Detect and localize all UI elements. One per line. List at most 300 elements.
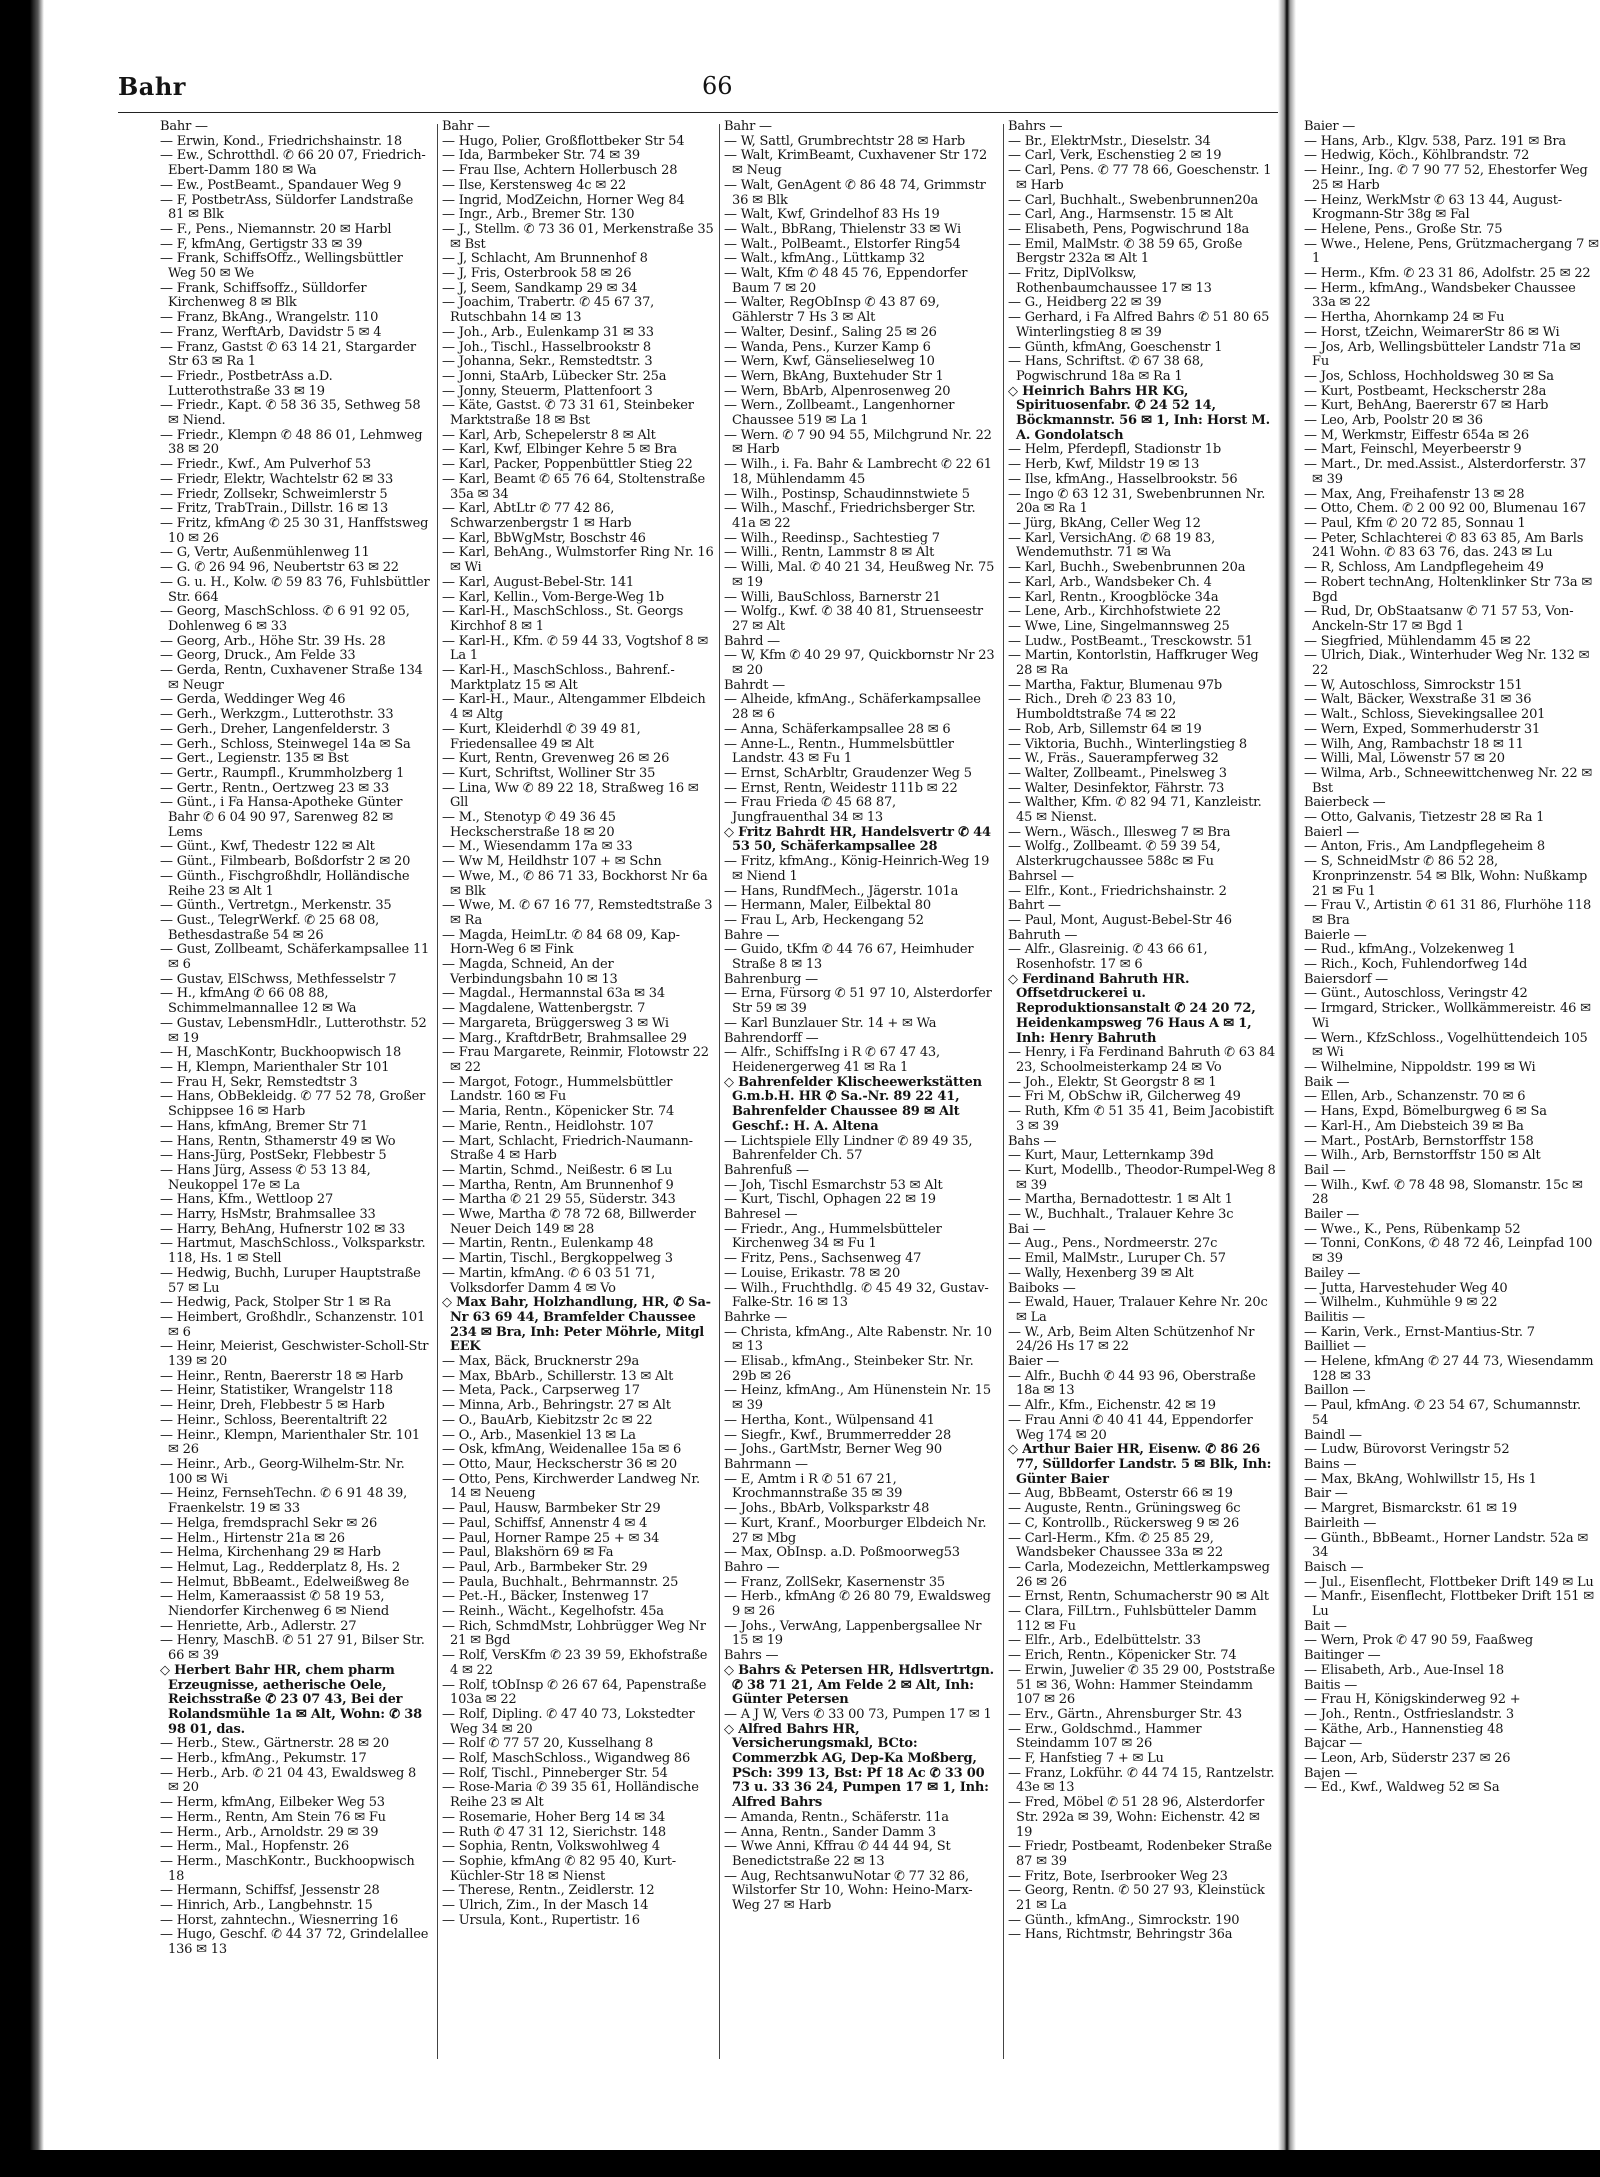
surname-heading: Bahrd — bbox=[724, 633, 780, 649]
directory-entry: — Erw., Goldschmd., Hammer Steindamm 107 ✉ 26 bbox=[1008, 1721, 1202, 1752]
directory-entry: — Karl, AbtLtr ✆ 77 42 86, Schwarzenbergstr 1 ✉ Harb bbox=[442, 501, 632, 531]
directory-entry: — Herm., Mal., Hopfenstr. 26 bbox=[160, 1839, 349, 1855]
surname-heading: Baitis — bbox=[1304, 1677, 1358, 1693]
directory-entry: — Wilhelm., Kuhmühle 9 ✉ 22 bbox=[1304, 1295, 1498, 1311]
surname-heading: Baiboks — bbox=[1008, 1280, 1076, 1296]
directory-entry: — Günt., Autoschloss, Veringstr 42 bbox=[1304, 986, 1528, 1002]
directory-entry: — Rolf ✆ 77 57 20, Kusselhang 8 bbox=[442, 1736, 654, 1752]
directory-entry: — Joh, Tischl Esmarchstr 53 ✉ Alt bbox=[724, 1177, 943, 1193]
directory-entry: — Maria, Rentn., Köpenicker Str. 74 bbox=[442, 1104, 675, 1120]
directory-entry: — Anne-L., Rentn., Hummelsbüttler Landstr. 43 ✉ Fu 1 bbox=[724, 736, 954, 767]
directory-entry: — Gustav, ElSchwss, Methfesselstr 7 bbox=[160, 971, 397, 987]
directory-entry: — Helm, Pferdepfl, Stadionstr 1b bbox=[1008, 442, 1221, 458]
directory-entry: — W, Sattl, Grumbrechtstr 28 ✉ Harb bbox=[724, 133, 965, 149]
directory-entry: — Margot, Fotogr., Hummelsbüttler Landstr. 160 ✉ Fu bbox=[442, 1074, 673, 1105]
directory-entry: — Karl, Kwf, Elbinger Kehre 5 ✉ Bra bbox=[442, 442, 677, 458]
directory-entry: — Paul, Mont, August-Bebel-Str 46 bbox=[1008, 912, 1232, 928]
surname-heading: Bail — bbox=[1304, 1162, 1346, 1178]
directory-entry: — Hans, ObBekleidg. ✆ 77 52 78, Großer Schippsee 16 ✉ Harb bbox=[160, 1089, 426, 1120]
surname-heading: Bahrenburg — bbox=[724, 971, 818, 987]
directory-entry: — Irmgard, Stricker., Wollkämmereistr. 46 ✉ Wi bbox=[1304, 1001, 1591, 1031]
surname-heading: Bahr — bbox=[724, 120, 772, 134]
directory-entry: — Ingrid, ModZeichn, Horner Weg 84 bbox=[442, 192, 685, 208]
directory-entry: — Reinh., Wächt., Kegelhofstr. 45a bbox=[442, 1604, 664, 1620]
directory-entry: — Erich, Rentn., Köpenicker Str. 74 bbox=[1008, 1648, 1237, 1664]
directory-entry: — Wilh., Reedinsp., Sachtestieg 7 bbox=[724, 530, 940, 546]
directory-column-1 bbox=[160, 120, 430, 2065]
directory-entry: — Heinr, Statistiker, Wrangelstr 118 bbox=[160, 1383, 393, 1399]
directory-entry: — Hugo, Polier, Großflottbeker Str 54 bbox=[442, 133, 685, 149]
directory-entry: — Walt., PolBeamt., Elstorfer Ring54 bbox=[724, 236, 961, 252]
directory-column-4 bbox=[1008, 120, 1276, 2065]
directory-entry: — Rich., Koch, Fuhlendorfweg 14d bbox=[1304, 957, 1528, 973]
directory-entry: — Karl Bunzlauer Str. 14 + ✉ Wa bbox=[724, 1015, 937, 1031]
directory-entry: — Leon, Arb, Süderstr 237 ✉ 26 bbox=[1304, 1751, 1511, 1767]
directory-entry: — Hedwig, Buchh, Luruper Hauptstraße 57 ✉ Lu bbox=[160, 1265, 421, 1296]
directory-entry: — Martha, Bernadottestr. 1 ✉ Alt 1 bbox=[1008, 1192, 1233, 1208]
directory-entry: — Lichtspiele Elly Lindner ✆ 89 49 35, Bahrenfelder Ch. 57 bbox=[724, 1133, 973, 1164]
directory-entry: — Ruth ✆ 47 31 12, Sierichstr. 148 bbox=[442, 1824, 666, 1840]
directory-entry: — Kurt, Modellb., Theodor-Rumpel-Weg 8 ✉ 39 bbox=[1008, 1162, 1276, 1193]
directory-entry: — Auguste, Rentn., Grüningsweg 6c bbox=[1008, 1501, 1241, 1517]
surname-heading: Baiersdorf — bbox=[1304, 971, 1388, 987]
directory-entry: — Wwe, M. ✆ 67 16 77, Remstedtstraße 3 ✉ Ra bbox=[442, 898, 713, 928]
directory-entry: — Mart., PostArb, Bernstorffstr 158 bbox=[1304, 1133, 1534, 1149]
surname-heading: Bahrs — bbox=[1008, 120, 1063, 134]
directory-entry: — Walt, Kwf, Grindelhof 83 Hs 19 bbox=[724, 207, 940, 223]
column-divider bbox=[1003, 124, 1004, 2059]
directory-entry: — Aug, RechtsanwuNotar ✆ 77 32 86, Wilstorfer Str 10, Wohn: Heino-Marx-Weg 27 ✉ Harb bbox=[724, 1868, 973, 1914]
directory-entry: — G. ✆ 26 94 96, Neubertstr 63 ✉ 22 bbox=[160, 560, 399, 576]
directory-entry: — Rich., Dreh ✆ 23 83 10, Humboldtstraße 74 ✉ 22 bbox=[1008, 692, 1177, 723]
directory-entry: — Gerh., Dreher, Langenfelderstr. 3 bbox=[160, 721, 390, 737]
directory-entry: — Wanda, Pens., Kurzer Kamp 6 bbox=[724, 339, 931, 355]
column-divider bbox=[437, 124, 438, 2059]
directory-entry: — Carl, Verk, Eschenstieg 2 ✉ 19 bbox=[1008, 148, 1222, 164]
directory-entry: — Friedr, Elektr, Wachtelstr 62 ✉ 33 bbox=[160, 471, 394, 487]
directory-entry: — Herm, kfmAng, Eilbeker Weg 53 bbox=[160, 1795, 385, 1811]
directory-entry: — Frank, Schiffsoffz., Sülldorfer Kirchenweg 8 ✉ Blk bbox=[160, 280, 367, 311]
directory-entry: — Helma, Kirchenhang 29 ✉ Harb bbox=[160, 1545, 381, 1561]
directory-entry: — Carl, Pens. ✆ 77 78 66, Goeschenstr. 1 ✉ Harb bbox=[1008, 163, 1272, 193]
directory-entry: — Günt., i Fa Hansa-Apotheke Günter Bahr ✆ 6 04 90 97, Sarenweg 82 ✉ Lems bbox=[160, 795, 403, 840]
directory-entry: — C, Kontrollb., Rückersweg 9 ✉ 26 bbox=[1008, 1515, 1240, 1531]
surname-heading: Bahrsel — bbox=[1008, 868, 1074, 884]
directory-entry: — Margareta, Brüggersweg 3 ✉ Wi bbox=[442, 1015, 669, 1031]
directory-entry: — Ewald, Hauer, Tralauer Kehre Nr. 20c ✉ La bbox=[1008, 1295, 1268, 1325]
directory-entry: — Walt., BbRang, Thielenstr 33 ✉ Wi bbox=[724, 221, 961, 237]
directory-entry: — Elisabeth, Pens, Pogwischrund 18a bbox=[1008, 221, 1250, 237]
directory-entry: — Emil, MalMstr., Luruper Ch. 57 bbox=[1008, 1251, 1226, 1267]
directory-entry: — Walt, Kfm ✆ 48 45 76, Eppendorfer Baum 7 ✉ 20 bbox=[724, 266, 968, 296]
directory-entry: — Frau H, Königskinderweg 92 + bbox=[1304, 1692, 1521, 1708]
directory-entry: — Anton, Fris., Am Landpflegeheim 8 bbox=[1304, 839, 1545, 855]
directory-entry: — W., Arb, Beim Alten Schützenhof Nr 24/26 Hs 17 ✉ 22 bbox=[1008, 1324, 1255, 1355]
directory-entry: — Rolf, tObInsp ✆ 26 67 64, Papenstraße 103a ✉ 22 bbox=[442, 1677, 707, 1708]
directory-entry: — Gert., Legienstr. 135 ✉ Bst bbox=[160, 751, 349, 767]
directory-entry: — Wwe, Line, Singelmannsweg 25 bbox=[1008, 618, 1230, 634]
directory-entry: — O., BauArb, Kiebitzstr 2c ✉ 22 bbox=[442, 1412, 653, 1428]
directory-entry: — Erna, Fürsorg ✆ 51 97 10, Alsterdorfer Str 59 ✉ 39 bbox=[724, 986, 992, 1017]
directory-entry: — F., Pens., Niemannstr. 20 ✉ Harbl bbox=[160, 221, 392, 237]
directory-entry: — Wern, BkAng, Buxtehuder Str 1 bbox=[724, 368, 944, 384]
directory-entry: — Helm., Hirtenstr 21a ✉ 26 bbox=[160, 1530, 345, 1546]
directory-entry: — Ellen, Arb., Schanzenstr. 70 ✉ 6 bbox=[1304, 1089, 1526, 1105]
directory-entry: — Wwe, Martha ✆ 78 72 68, Billwerder Neuer Deich 149 ✉ 28 bbox=[442, 1207, 696, 1237]
directory-entry: — Ew., Schrotthdl. ✆ 66 20 07, Friedrich-Ebert-Damm 180 ✉ Wa bbox=[160, 148, 426, 179]
directory-entry: — Hinrich, Arb., Langbehnstr. 15 bbox=[160, 1898, 373, 1914]
directory-entry: — Magda, Schneid, An der Verbindungsbahn 10 ✉ 13 bbox=[442, 957, 618, 987]
directory-entry: — Ew., PostBeamt., Spandauer Weg 9 bbox=[160, 177, 402, 193]
directory-entry: — Wern, Prok ✆ 47 90 59, Faaßweg bbox=[1304, 1633, 1534, 1649]
surname-heading: Bai — bbox=[1008, 1221, 1046, 1237]
directory-entry: — H, Klempn, Marienthaler Str 101 bbox=[160, 1060, 390, 1075]
directory-entry: — F, Hanfstieg 7 + ✉ Lu bbox=[1008, 1751, 1164, 1767]
directory-entry: — Ursula, Kont., Rupertistr. 16 bbox=[442, 1912, 640, 1928]
directory-column-3 bbox=[724, 120, 996, 2065]
surname-heading: Bahre — bbox=[724, 927, 780, 943]
directory-entry: — Herb., Stew., Gärtnerstr. 28 ✉ 20 bbox=[160, 1736, 389, 1752]
directory-entry: — Franz, WerftArb, Davidstr 5 ✉ 4 bbox=[160, 324, 382, 340]
directory-entry: — A J W, Vers ✆ 33 00 73, Pumpen 17 ✉ 1 bbox=[724, 1706, 992, 1722]
directory-entry: — Ingo ✆ 63 12 31, Swebenbrunnen Nr. 20a ✉ Ra 1 bbox=[1008, 486, 1266, 517]
directory-entry: — Hedwig, Pack, Stolper Str 1 ✉ Ra bbox=[160, 1295, 392, 1311]
directory-entry: — Otto, Chem. ✆ 2 00 92 00, Blumenau 167 bbox=[1304, 501, 1587, 517]
directory-entry: — Ww M, Heildhstr 107 + ✉ Schn bbox=[442, 854, 662, 870]
directory-entry: — Heinr., Arb., Georg-Wilhelm-Str. Nr. 100 ✉ Wi bbox=[160, 1456, 405, 1487]
directory-entry: — Karl, VersichAng. ✆ 68 19 83, Wendemuthstr. 71 ✉ Wa bbox=[1008, 530, 1216, 561]
directory-entry: — Herm., Arb., Arnoldstr. 29 ✉ 39 bbox=[160, 1824, 379, 1840]
surname-heading: Baierbeck — bbox=[1304, 795, 1386, 811]
directory-entry: — J, Schlacht, Am Brunnenhof 8 bbox=[442, 251, 648, 267]
surname-heading: Baierl — bbox=[1304, 824, 1360, 840]
directory-entry: — Lina, Ww ✆ 89 22 18, Straßweg 16 ✉ Gll bbox=[442, 780, 699, 811]
directory-entry: — Heinr., Klempn, Marienthaler Str. 101 ✉ 26 bbox=[160, 1427, 420, 1458]
directory-entry: — Jürg, BkAng, Celler Weg 12 bbox=[1008, 515, 1201, 531]
directory-entry: ◇ Ferdinand Bahruth HR. Offsetdruckerei u. Reproduktionsanstalt ✆ 24 20 72, Heidenkampsweg 76 Haus A ✉ 1, Inh: Henry Bahruth bbox=[1008, 971, 1256, 1046]
directory-entry: — Wern., Wäsch., Illesweg 7 ✉ Bra bbox=[1008, 824, 1231, 840]
directory-entry: — Fritz, DiplVolksw, Rothenbaumchaussee 17 ✉ 13 bbox=[1008, 266, 1212, 296]
directory-entry: — M., Wiesendamm 17a ✉ 33 bbox=[442, 839, 633, 855]
directory-entry: — Wilh., Fruchthdlg. ✆ 45 49 32, Gustav-Falke-Str. 16 ✉ 13 bbox=[724, 1280, 989, 1311]
directory-entry: — J, Fris, Osterbrook 58 ✉ 26 bbox=[442, 266, 632, 282]
directory-entry: — Rolf, Tischl., Pinneberger Str. 54 bbox=[442, 1765, 668, 1781]
directory-entry: — Franz, Gastst ✆ 63 14 21, Stargarder Str 63 ✉ Ra 1 bbox=[160, 339, 416, 370]
directory-entry: — Wwe Anni, Kffrau ✆ 44 44 94, St Benedictstraße 22 ✉ 13 bbox=[724, 1839, 951, 1869]
directory-entry: — Marie, Rentn., Heidlohstr. 107 bbox=[442, 1118, 654, 1134]
directory-entry: — Johs., GartMstr, Berner Weg 90 bbox=[724, 1442, 942, 1458]
directory-entry: — Karl, Arb., Wandsbeker Ch. 4 bbox=[1008, 574, 1212, 590]
directory-entry: — Henry, MaschB. ✆ 51 27 91, Bilser Str. 66 ✉ 39 bbox=[160, 1633, 425, 1664]
directory-entry: — Tonni, ConKons, ✆ 48 72 46, Leinpfad 100 ✉ 39 bbox=[1304, 1236, 1593, 1267]
directory-entry: — Herb., kfmAng., Pekumstr. 17 bbox=[160, 1751, 367, 1767]
directory-entry: ◇ Alfred Bahrs HR, Versicherungsmakl, BCto: Commerzbk AG, Dep-Ka Moßberg, PSch: 399 13, Bst: Pf 18 Ac ✆ 33 00 73 u. 33 36 24, Pumpen 17 ✉ 1, Inh: Alfred Bahrs bbox=[724, 1721, 989, 1811]
directory-entry: — Kurt, Schriftst, Wolliner Str 35 bbox=[442, 765, 656, 781]
directory-entry: — Wern, Exped, Sommerhuderstr 31 bbox=[1304, 721, 1541, 737]
directory-entry: — Karin, Verk., Ernst-Mantius-Str. 7 bbox=[1304, 1324, 1535, 1340]
directory-entry: — Karl, BbWgMstr, Boschstr 46 bbox=[442, 530, 646, 546]
directory-entry: — Max, Bäck, Brucknerstr 29a bbox=[442, 1354, 640, 1370]
directory-entry: — Ludw., PostBeamt., Tresckowstr. 51 bbox=[1008, 633, 1253, 649]
directory-entry: — Karl, Buchh., Swebenbrunnen 20a bbox=[1008, 560, 1246, 576]
directory-entry: — Emil, MalMstr. ✆ 38 59 65, Große Bergstr 232a ✉ Alt 1 bbox=[1008, 236, 1243, 267]
directory-entry: — Gerh., Schloss, Steinwegel 14a ✉ Sa bbox=[160, 736, 411, 752]
directory-entry: — Käte, Gastst. ✆ 73 31 61, Steinbeker Marktstraße 18 ✉ Bst bbox=[442, 398, 694, 429]
directory-entry: ◇ Bahrenfelder Klischeewerkstätten G.m.b.H. HR ✆ Sa.-Nr. 89 22 41, Bahrenfelder Chaussee 89 ✉ Alt Geschf.: H. A. Altena bbox=[724, 1074, 982, 1134]
directory-entry: — Friedr, Postbeamt, Rodenbeker Straße 87 ✉ 39 bbox=[1008, 1839, 1272, 1869]
directory-entry: — G., Heidberg 22 ✉ 39 bbox=[1008, 295, 1162, 311]
surname-heading: Baierle — bbox=[1304, 927, 1367, 943]
directory-entry: — Therese, Rentn., Zeidlerstr. 12 bbox=[442, 1883, 655, 1899]
directory-entry: — Herb, Kwf, Mildstr 19 ✉ 13 bbox=[1008, 457, 1200, 473]
directory-entry: — Martha, Rentn, Am Brunnenhof 9 bbox=[442, 1177, 674, 1193]
directory-entry: — Paul, Hausw, Barmbeker Str 29 bbox=[442, 1501, 661, 1517]
directory-entry: — Mart, Feinschl, Meyerbeerstr 9 bbox=[1304, 442, 1522, 458]
directory-entry: — Magda, HeimLtr. ✆ 84 68 09, Kap-Horn-Weg 6 ✉ Fink bbox=[442, 927, 680, 958]
directory-entry: — Wally, Hexenberg 39 ✉ Alt bbox=[1008, 1265, 1194, 1281]
directory-entry: — Kurt, Rentn, Grevenweg 26 ✉ 26 bbox=[442, 751, 670, 767]
directory-entry: — Friedr., Klempn ✆ 48 86 01, Lehmweg 38 ✉ 20 bbox=[160, 427, 423, 458]
directory-entry: — Gust., TelegrWerkf. ✆ 25 68 08, Bethesdastraße 54 ✉ 26 bbox=[160, 912, 380, 943]
header-rule bbox=[118, 112, 1278, 113]
directory-entry: — Jutta, Harvestehuder Weg 40 bbox=[1304, 1280, 1508, 1296]
directory-entry: — Alfr., SchiffsIng i R ✆ 67 47 43, Heidenergerweg 41 ✉ Ra 1 bbox=[724, 1045, 940, 1075]
directory-entry: — Karl, Packer, Poppenbüttler Stieg 22 bbox=[442, 457, 693, 473]
directory-entry: — Erv., Gärtn., Ahrensburger Str. 43 bbox=[1008, 1706, 1242, 1722]
directory-entry: — Max, BkAng, Wohlwillstr 15, Hs 1 bbox=[1304, 1471, 1537, 1487]
directory-entry: — Paula, Buchhalt., Behrmannstr. 25 bbox=[442, 1574, 679, 1590]
directory-entry: — Ernst, Rentn, Weidestr 111b ✉ 22 bbox=[724, 780, 958, 796]
directory-entry: — J, Seem, Sandkamp 29 ✉ 34 bbox=[442, 280, 638, 296]
directory-entry: — S, SchneidMstr ✆ 86 52 28, Kronprinzenstr. 54 ✉ Blk, Wohn: Nußkamp 21 ✉ Fu 1 bbox=[1304, 854, 1588, 899]
directory-entry: ◇ Herbert Bahr HR, chem pharm Erzeugnisse, aetherische Oele, Reichsstraße ✆ 23 07 43, Bei der Rolandsmühle 1a ✉ Alt, Wohn: ✆ 38 98 01, das. bbox=[160, 1662, 422, 1737]
directory-entry: — Helm, Kameraassist ✆ 58 19 53, Niendorfer Kirchenweg 6 ✉ Niend bbox=[160, 1589, 390, 1620]
directory-entry: — Walter, Desinf., Saling 25 ✉ 26 bbox=[724, 324, 937, 340]
directory-entry: — F, kfmAng, Gertigstr 33 ✉ 39 bbox=[160, 236, 363, 252]
directory-entry: — Mart., Dr. med.Assist., Alsterdorferstr. 37 ✉ 39 bbox=[1304, 457, 1587, 487]
directory-entry: — Harry, HsMstr, Brahmsallee 33 bbox=[160, 1207, 376, 1223]
directory-entry: — F, PostbetrAss, Süldorfer Landstraße 81 ✉ Blk bbox=[160, 192, 414, 223]
surname-heading: Bahrs — bbox=[724, 1648, 779, 1664]
directory-entry: — Franz, ZollSekr, Kasernenstr 35 bbox=[724, 1574, 945, 1590]
directory-entry: — Karl-H., MaschSchloss., St. Georgs Kirchhof 8 ✉ 1 bbox=[442, 604, 684, 634]
directory-entry: — Gerda, Rentn, Cuxhavener Straße 134 ✉ Neugr bbox=[160, 663, 423, 693]
scan-bottom-edge bbox=[0, 2150, 1600, 2177]
page-number: 66 bbox=[702, 72, 733, 100]
facing-page bbox=[1296, 0, 1600, 2150]
directory-entry: — Jonni, StaArb, Lübecker Str. 25a bbox=[442, 368, 667, 384]
directory-entry: — Horst, tZeichn, WeimarerStr 86 ✉ Wi bbox=[1304, 324, 1560, 340]
directory-entry: — Elfr., Arb., Edelbüttelstr. 33 bbox=[1008, 1633, 1201, 1649]
directory-entry: — Jonny, Steuerm, Plattenfoort 3 bbox=[442, 383, 653, 399]
directory-entry: — Herb., Arb. ✆ 21 04 43, Ewaldsweg 8 ✉ 20 bbox=[160, 1765, 417, 1796]
directory-entry: — W., Fräs., Sauerampferweg 32 bbox=[1008, 751, 1219, 767]
directory-entry: — Aug, BbBeamt, Osterstr 66 ✉ 19 bbox=[1008, 1486, 1233, 1502]
directory-entry: — Carl, Ang., Harmsenstr. 15 ✉ Alt bbox=[1008, 207, 1233, 223]
directory-entry: — Elisabeth, Arb., Aue-Insel 18 bbox=[1304, 1662, 1504, 1678]
directory-entry: — Karl-H., MaschSchloss., Bahrenf.-Marktplatz 15 ✉ Alt bbox=[442, 663, 675, 693]
directory-entry: — Helene, kfmAng ✆ 27 44 73, Wiesendamm 128 ✉ 33 bbox=[1304, 1354, 1594, 1384]
directory-entry: — Ed., Kwf., Waldweg 52 ✉ Sa bbox=[1304, 1780, 1500, 1796]
directory-entry: — Rud., kfmAng., Volzekenweg 1 bbox=[1304, 942, 1516, 958]
directory-entry: — Walt, GenAgent ✆ 86 48 74, Grimmstr 36 ✉ Blk bbox=[724, 177, 986, 208]
directory-entry: — Karl, Rentn., Kroogblöcke 34a bbox=[1008, 589, 1219, 605]
directory-entry: — Karl, Arb, Schepelerstr 8 ✉ Alt bbox=[442, 427, 656, 443]
directory-entry: — Hermann, Schiffsf, Jessenstr 28 bbox=[160, 1883, 380, 1899]
directory-entry: — Siegfried, Mühlendamm 45 ✉ 22 bbox=[1304, 633, 1531, 649]
directory-entry: — Günth, kfmAng, Goeschenstr 1 bbox=[1008, 339, 1223, 355]
directory-entry: — Herm., MaschKontr., Buckhoopwisch 18 bbox=[160, 1853, 415, 1884]
directory-entry: ◇ Max Bahr, Holzhandlung, HR, ✆ Sa-Nr 63 69 44, Bramfelder Chaussee 234 ✉ Bra, Inh: Peter Möhrle, Mitgl EEK bbox=[442, 1295, 711, 1355]
surname-heading: Bahrmann — bbox=[724, 1456, 808, 1472]
directory-entry: — Elisab., kfmAng., Steinbeker Str. Nr. 29b ✉ 26 bbox=[724, 1354, 974, 1384]
directory-entry: — Johs., BbArb, Volksparkstr 48 bbox=[724, 1501, 930, 1517]
directory-entry: — Rich, SchmdMstr, Lohbrügger Weg Nr 21 ✉ Bgd bbox=[442, 1618, 706, 1649]
directory-entry: — Willi, BauSchloss, Barnerstr 21 bbox=[724, 589, 941, 605]
directory-entry: — Sophia, Rentn, Volkswohlweg 4 bbox=[442, 1839, 661, 1855]
facing-page-column bbox=[1304, 120, 1600, 2065]
directory-entry: — Gerh., Werkzgm., Lutterothstr. 33 bbox=[160, 707, 394, 723]
directory-entry: — Wolfg., Kwf. ✆ 38 40 81, Struenseestr 27 ✉ Alt bbox=[724, 604, 983, 634]
directory-entry: — Alheide, kfmAng., Schäferkampsallee 28 ✉ 6 bbox=[724, 692, 981, 723]
directory-entry: — Karl-H., Kfm. ✆ 59 44 33, Vogtshof 8 ✉ La 1 bbox=[442, 633, 709, 664]
directory-entry: — Heinr, Dreh, Flebbestr 5 ✉ Harb bbox=[160, 1398, 385, 1414]
directory-entry: — Rolf, MaschSchloss., Wigandweg 86 bbox=[442, 1751, 691, 1767]
surname-heading: Bahrendorff — bbox=[724, 1030, 819, 1046]
directory-entry: — Gertr., Raumpfl., Krummholzberg 1 bbox=[160, 765, 405, 781]
directory-entry: — Helmut, BbBeamt., Edelweißweg 8e bbox=[160, 1574, 410, 1590]
directory-entry: — Kurt, Postbeamt, Heckscherstr 28a bbox=[1304, 383, 1547, 399]
directory-entry: ◇ Bahrs & Petersen HR, Hdlsvertrtgn. ✆ 38 71 21, Am Felde 2 ✉ Alt, Inh: Günter Petersen bbox=[724, 1662, 994, 1708]
directory-entry: — Horst, zahntechn., Wiesnerring 16 bbox=[160, 1912, 399, 1928]
directory-entry: — Carl-Herm., Kfm. ✆ 25 85 29, Wandsbeker Chaussee 33a ✉ 22 bbox=[1008, 1530, 1223, 1561]
directory-entry: — Wwe, M., ✆ 86 71 33, Bockhorst Nr 6a ✉ Blk bbox=[442, 868, 708, 899]
directory-entry: — Margret, Bismarckstr. 61 ✉ 19 bbox=[1304, 1501, 1517, 1517]
directory-entry: — Ruth, Kfm ✆ 51 35 41, Beim Jacobistift 3 ✉ 39 bbox=[1008, 1104, 1274, 1134]
directory-entry: — Walter, RegObInsp ✆ 43 87 69, Gählerstr 7 Hs 3 ✉ Alt bbox=[724, 295, 940, 326]
directory-entry: — Friedr., Ang., Hummelsbütteler Kirchenweg 34 ✉ Fu 1 bbox=[724, 1221, 942, 1252]
directory-entry: — Anna, Rentn., Sander Damm 3 bbox=[724, 1824, 936, 1840]
directory-entry: — Helene, Pens., Große Str. 75 bbox=[1304, 221, 1503, 237]
directory-entry: — Jos, Arb, Wellingsbütteler Landstr 71a ✉ Fu bbox=[1304, 339, 1581, 370]
surname-heading: Bahrdt — bbox=[724, 677, 785, 693]
directory-entry: — H., kfmAng ✆ 66 08 88, Schimmelmannallee 12 ✉ Wa bbox=[160, 986, 357, 1017]
directory-entry: — Franz, Lokführ. ✆ 44 74 15, Rantzelstr. 43e ✉ 13 bbox=[1008, 1765, 1275, 1796]
directory-entry: — Walt, Bäcker, Wexstraße 31 ✉ 36 bbox=[1304, 692, 1532, 708]
surname-heading: Bahr — bbox=[160, 120, 208, 134]
directory-entry: — Heinr., Ing. ✆ 7 90 77 52, Ehestorfer Weg 25 ✉ Harb bbox=[1304, 163, 1588, 193]
column-divider bbox=[719, 124, 720, 2059]
directory-entry: — Fritz, Bote, Iserbrooker Weg 23 bbox=[1008, 1868, 1228, 1884]
directory-entry: — W, Kfm ✆ 40 29 97, Quickbornstr Nr 23 ✉ 20 bbox=[724, 648, 995, 679]
directory-entry: — Martin, kfmAng. ✆ 6 03 51 71, Volksdorfer Damm 4 ✉ Vo bbox=[442, 1265, 656, 1296]
directory-entry: — Herb., kfmAng ✆ 26 80 79, Ewaldsweg 9 ✉ 26 bbox=[724, 1589, 991, 1620]
directory-entry: — Aug., Pens., Nordmeerstr. 27c bbox=[1008, 1236, 1218, 1252]
directory-entry: — Hugo, Geschf. ✆ 44 37 72, Grindelallee 136 ✉ 13 bbox=[160, 1927, 429, 1958]
surname-heading: Bahs — bbox=[1008, 1133, 1057, 1149]
directory-entry: — Pet.-H., Bäcker, Instenweg 17 bbox=[442, 1589, 649, 1605]
surname-heading: Baik — bbox=[1304, 1074, 1350, 1090]
surname-heading: Bahruth — bbox=[1008, 927, 1078, 943]
directory-entry: — Leo, Arb, Poolstr 20 ✉ 36 bbox=[1304, 413, 1483, 429]
directory-entry: — Marg., KraftdrBetr, Brahmsallee 29 bbox=[442, 1030, 687, 1046]
directory-entry: — Heinz, FernsehTechn. ✆ 6 91 48 39, Fraenkelstr. 19 ✉ 33 bbox=[160, 1486, 408, 1517]
directory-entry: — Hans, kfmAng, Bremer Str 71 bbox=[160, 1118, 368, 1134]
directory-entry: — M, Werkmstr, Eiffestr 654a ✉ 26 bbox=[1304, 427, 1529, 443]
directory-entry: — Joh., Elektr, St Georgstr 8 ✉ 1 bbox=[1008, 1074, 1217, 1090]
surname-heading: Bahrt — bbox=[1008, 898, 1061, 914]
directory-entry: — Ulrich, Zim., In der Masch 14 bbox=[442, 1898, 649, 1914]
directory-entry: — Br., ElektrMstr., Dieselstr. 34 bbox=[1008, 133, 1211, 149]
directory-entry: — Louise, Erikastr. 78 ✉ 20 bbox=[724, 1265, 901, 1281]
directory-entry: — Rosemarie, Hoher Berg 14 ✉ 34 bbox=[442, 1809, 666, 1825]
directory-entry: — Paul, Arb., Barmbeker Str. 29 bbox=[442, 1559, 648, 1575]
directory-entry: — Jul., Eisenflecht, Flottbeker Drift 149 ✉ Lu bbox=[1304, 1574, 1594, 1590]
directory-entry: — Karl, Beamt ✆ 65 76 64, Stoltenstraße 35a ✉ 34 bbox=[442, 471, 705, 502]
surname-heading: Bahro — bbox=[724, 1559, 780, 1575]
directory-entry: — Kurt, Tischl, Ophagen 22 ✉ 19 bbox=[724, 1192, 936, 1208]
directory-entry: — Günt., Filmbearb, Boßdorfstr 2 ✉ 20 bbox=[160, 854, 411, 870]
directory-entry: — G. u. H., Kolw. ✆ 59 83 76, Fuhlsbüttler Str. 664 bbox=[160, 574, 430, 605]
directory-entry: — Käthe, Arb., Hannenstieg 48 bbox=[1304, 1721, 1504, 1737]
directory-entry: — Paul, Blakshörn 69 ✉ Fa bbox=[442, 1545, 614, 1561]
directory-entry: — Fritz, TrabTrain., Dillstr. 16 ✉ 13 bbox=[160, 501, 389, 517]
directory-entry: — Karl, BehAng., Wulmstorfer Ring Nr. 16 ✉ Wi bbox=[442, 545, 714, 576]
directory-entry: — Frau Margarete, Reinmir, Flotowstr 22 ✉ 22 bbox=[442, 1045, 709, 1075]
surname-heading: Bailer — bbox=[1304, 1207, 1360, 1223]
directory-entry: — Sophie, kfmAng ✆ 82 95 40, Kurt-Küchler-Str 18 ✉ Nienst bbox=[442, 1853, 676, 1884]
directory-entry: — Hans, Expd, Bömelburgweg 6 ✉ Sa bbox=[1304, 1104, 1547, 1120]
directory-entry: — Hans, Richtmstr, Behringstr 36a bbox=[1008, 1927, 1233, 1943]
surname-heading: Bailitis — bbox=[1304, 1309, 1365, 1325]
surname-heading: Bairleith — bbox=[1304, 1515, 1377, 1531]
directory-entry: — R, Schloss, Am Landpflegeheim 49 bbox=[1304, 560, 1544, 576]
directory-entry: — Ernst, SchArbltr, Graudenzer Weg 5 bbox=[724, 765, 972, 781]
directory-entry: — Frau H, Sekr, Remstedtstr 3 bbox=[160, 1074, 358, 1090]
directory-entry: — Paul, Horner Rampe 25 + ✉ 34 bbox=[442, 1530, 660, 1546]
surname-heading: Baier — bbox=[1304, 120, 1356, 134]
directory-entry: — Paul, Kfm ✆ 20 72 85, Sonnau 1 bbox=[1304, 515, 1526, 531]
directory-entry: — Georg, Arb., Höhe Str. 39 Hs. 28 bbox=[160, 633, 386, 649]
directory-entry: — Martin, Kontorlstin, Haffkruger Weg 28 ✉ Ra bbox=[1008, 648, 1259, 679]
directory-entry: — Carla, Modezeichn, Mettlerkampsweg 26 ✉ 26 bbox=[1008, 1559, 1270, 1590]
directory-entry: — Robert technAng, Holtenklinker Str 73a ✉ Bgd bbox=[1304, 574, 1593, 605]
directory-entry: — Martha, Faktur, Blumenau 97b bbox=[1008, 677, 1223, 693]
directory-entry: — Walter, Zollbeamt., Pinelsweg 3 bbox=[1008, 765, 1227, 781]
directory-entry: — Wern., Zollbeamt., Langenhorner Chaussee 519 ✉ La 1 bbox=[724, 398, 955, 429]
directory-entry: — Fri M, ObSchw iR, Gilcherweg 49 bbox=[1008, 1089, 1241, 1105]
directory-entry: — Karl-H., Maur., Altengammer Elbdeich 4 ✉ Altg bbox=[442, 692, 706, 723]
directory-entry: — Wern, BbArb, Alpenrosenweg 20 bbox=[724, 383, 951, 399]
directory-entry: — Hans, Kfm., Wettloop 27 bbox=[160, 1192, 334, 1208]
directory-entry: — Hertha, Ahornkamp 24 ✉ Fu bbox=[1304, 310, 1505, 326]
directory-entry: — Herm., Rentn, Am Stein 76 ✉ Fu bbox=[160, 1809, 386, 1825]
directory-entry: — Rud, Dr, ObStaatsanw ✆ 71 57 53, Von-Anckeln-Str 17 ✉ Bgd 1 bbox=[1304, 604, 1574, 634]
surname-heading: Bair — bbox=[1304, 1486, 1348, 1502]
surname-heading: Bajen — bbox=[1304, 1765, 1358, 1781]
directory-entry: — Karl-H., Am Diebsteich 39 ✉ Ba bbox=[1304, 1118, 1524, 1134]
directory-entry: — Anna, Schäferkampsallee 28 ✉ 6 bbox=[724, 721, 951, 737]
running-head-name: Bahr bbox=[118, 72, 186, 101]
directory-entry: — Günth., kfmAng., Simrockstr. 190 bbox=[1008, 1912, 1240, 1928]
directory-entry: — Walt., kfmAng., Lüttkamp 32 bbox=[724, 251, 925, 267]
directory-entry: — Gust, Zollbeamt, Schäferkampsallee 11 ✉ 6 bbox=[160, 942, 430, 973]
directory-entry: — Joachim, Trabertr. ✆ 45 67 37, Rutschbahn 14 ✉ 13 bbox=[442, 295, 655, 326]
directory-entry: — Karl, August-Bebel-Str. 141 bbox=[442, 574, 634, 590]
directory-entry: — Hans, Arb., Klgv. 538, Parz. 191 ✉ Bra bbox=[1304, 133, 1566, 149]
directory-entry: — Günth., BbBeamt., Horner Landstr. 52a ✉ 34 bbox=[1304, 1530, 1589, 1561]
directory-entry: — Fritz, Pens., Sachsenweg 47 bbox=[724, 1251, 922, 1267]
